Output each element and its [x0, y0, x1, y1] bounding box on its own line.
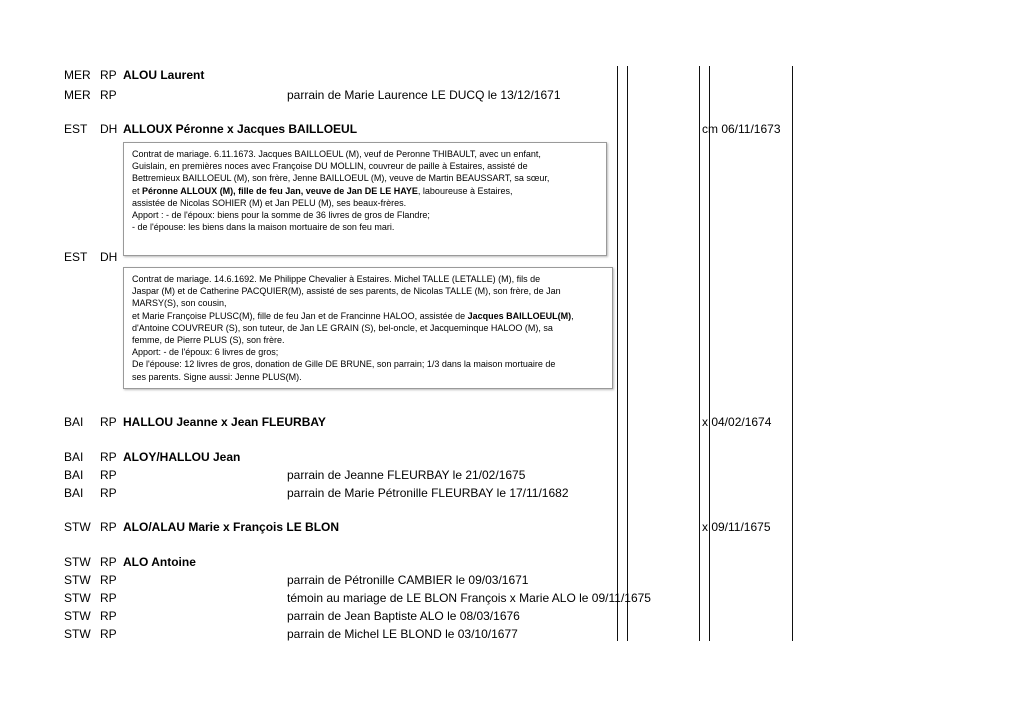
note-line: d'Antoine COUVREUR (S), son tuteur, de Jan LE GRAIN (S), bel-oncle, et Jacqueminque HALOO (M), sa	[132, 322, 553, 333]
parish-code: MER	[64, 68, 91, 82]
marriage-contract-note-1	[123, 142, 607, 256]
column-rule-3	[699, 66, 700, 641]
column-rule-1	[617, 66, 618, 641]
source-code: RP	[100, 68, 117, 82]
event-detail: parrain de Michel LE BLOND le 03/10/1677	[287, 627, 518, 641]
person-name: ALO Antoine	[123, 555, 196, 569]
event-detail: parrain de Pétronille CAMBIER le 09/03/1671	[287, 573, 529, 587]
event-detail: parrain de Marie Pétronille FLEURBAY le 17/11/1682	[287, 486, 569, 500]
person-name: ALO/ALAU Marie x François LE BLON	[123, 520, 340, 534]
note-line: Guislain, en premières noces avec Françoise DU MOLLIN, couvreur de paille à Estaires, assisté de	[132, 161, 528, 172]
parish-code: STW	[64, 609, 91, 623]
parish-code: STW	[64, 591, 91, 605]
event-detail: parrain de Jeanne FLEURBAY le 21/02/1675	[287, 468, 526, 482]
note-line: - de l'épouse: les biens dans la maison mortuaire de son feu mari.	[132, 222, 395, 233]
parish-code: STW	[64, 627, 91, 641]
person-name: HALLOU Jeanne x Jean FLEURBAY	[123, 415, 326, 429]
event-date: x 09/11/1675	[702, 520, 771, 534]
source-code: RP	[100, 468, 117, 482]
marriage-contract-note-2	[123, 267, 613, 389]
event-date: cm 06/11/1673	[702, 122, 781, 136]
note-line	[132, 310, 604, 322]
source-code: RP	[100, 520, 117, 534]
event-detail: parrain de Marie Laurence LE DUCQ le 13/12/1671	[287, 88, 561, 102]
person-name: ALOY/HALLOU Jean	[123, 450, 241, 464]
source-code: RP	[100, 555, 117, 569]
parish-code: BAI	[64, 468, 84, 482]
source-code: RP	[100, 591, 117, 605]
note-text: et	[132, 185, 143, 196]
source-code: RP	[100, 573, 117, 587]
note-line: Apport : - de l'époux: biens pour la somme de 36 livres de gros de Flandre;	[132, 210, 430, 221]
parish-code: STW	[64, 555, 91, 569]
parish-code: MER	[64, 88, 91, 102]
parish-code: EST	[64, 250, 88, 264]
event-date: x 04/02/1674	[702, 415, 772, 429]
note-text: ,	[571, 310, 574, 321]
source-code: RP	[100, 609, 117, 623]
event-detail: témoin au mariage de LE BLON François x Marie ALO le 09/11/1675	[287, 591, 651, 605]
note-text: , laboureuse à Estaires,	[417, 185, 513, 196]
source-code: RP	[100, 450, 117, 464]
parish-code: STW	[64, 520, 91, 534]
source-code: DH	[100, 250, 118, 264]
source-code: RP	[100, 486, 117, 500]
note-line: Contrat de mariage. 6.11.1673. Jacques BAILLOEUL (M), veuf de Peronne THIBAULT, avec un enfant,	[132, 149, 541, 159]
column-rule-5	[792, 66, 793, 641]
note-highlight: Jacques BAILLOEUL(M)	[467, 310, 572, 321]
person-name: ALLOUX Péronne x Jacques BAILLOEUL	[123, 122, 358, 136]
note-line: femme, de Pierre PLUS (S), son frère.	[132, 335, 285, 346]
note-line: assistée de Nicolas SOHIER (M) et Jan PELU (M), ses beaux-frères.	[132, 197, 407, 208]
column-rule-2	[627, 66, 628, 641]
note-line: Contrat de mariage. 14.6.1692. Me Philippe Chevalier à Estaires. Michel TALLE (LETALLE) (M), fils de	[132, 274, 541, 284]
source-code: DH	[100, 122, 118, 136]
note-line: Jaspar (M) et de Catherine PACQUIER(M), assisté de ses parents, de Nicolas TALLE (M), son frère, de Jan	[132, 286, 561, 297]
person-name: ALOU Laurent	[123, 68, 205, 82]
note-line	[132, 185, 598, 197]
note-highlight: Péronne ALLOUX (M), fille de feu Jan, veuve de Jan DE LE HAYE	[142, 185, 418, 196]
source-code: RP	[100, 415, 117, 429]
parish-code: BAI	[64, 415, 84, 429]
source-code: RP	[100, 88, 117, 102]
note-text: et Marie Françoise PLUSC(M), fille de feu Jan et de Francinne HALOO, assistée de	[132, 310, 468, 321]
note-line: MARSY(S), son cousin,	[132, 298, 227, 309]
parish-code: BAI	[64, 450, 84, 464]
parish-code: STW	[64, 573, 91, 587]
note-line: Bettremieux BAILLOEUL (M), son frère, Jenne BAILLOEUL (M), veuve de Martin BEAUSSART, sa sœur,	[132, 173, 550, 184]
parish-code: BAI	[64, 486, 84, 500]
event-detail: parrain de Jean Baptiste ALO le 08/03/1676	[287, 609, 520, 623]
parish-code: EST	[64, 122, 88, 136]
source-code: RP	[100, 627, 117, 641]
note-line: Apport: - de l'époux: 6 livres de gros;	[132, 347, 279, 358]
note-line: De l'épouse: 12 livres de gros, donation de Gille DE BRUNE, son parrain; 1/3 dans la maison mortuaire de	[132, 359, 556, 370]
note-line: ses parents. Signe aussi: Jenne PLUS(M).	[132, 371, 302, 382]
column-rule-4	[709, 66, 710, 641]
